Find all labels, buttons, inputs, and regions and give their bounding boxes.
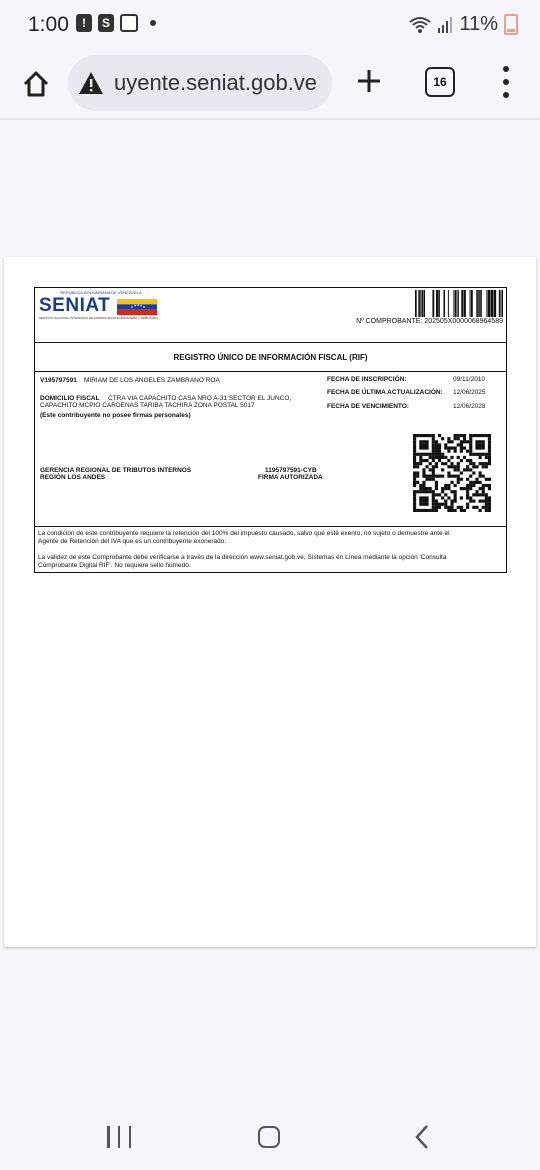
home-icon [22,70,50,98]
divider [35,371,506,372]
logo-wordmark: SENIAT [39,295,111,316]
more-vert-icon [503,66,509,72]
comprobante-label: Nº COMPROBANTE: [356,318,423,325]
gerencia-line-2: REGIÓN LOS ANDES [40,474,106,481]
dot-icon [150,20,156,26]
comprobante-value: 202505X0000068964589 [424,318,503,325]
logo-top-text: REPÚBLICA BOLIVARIANA DE VENEZUELA [60,290,142,295]
fecha-inscripcion-value: 09/11/2010 [453,376,486,383]
taxpayer-name: MIRIAM DE LOS ANGELES ZAMBRANO ROA [84,377,220,384]
firma-code: 1195797591-CYB [265,467,317,474]
signal-icon [437,16,453,34]
recent-apps-button[interactable] [107,1126,131,1148]
validity-note-line-1: La validez de este Comprobante debe verificarse a través de la dirección www.seniat.gob.ve, Sistemas en Línea mediante la opción 'Consulta [38,554,447,561]
status-time: 1:00 [28,13,69,36]
fecha-actualizacion-value: 12/06/2025 [453,389,486,396]
notification-icons [76,14,156,32]
toolbar-divider [0,118,540,120]
home-button[interactable] [16,64,56,104]
firma-label: FIRMA AUTORIZADA [258,474,323,481]
tab-switcher-button[interactable]: 16 [425,67,455,97]
back-button[interactable] [412,1124,432,1150]
wifi-icon [409,16,431,34]
barcode-image [415,290,503,317]
fecha-vencimiento-value: 12/06/2028 [453,403,486,410]
retention-note-line-1: La condición de este contribuyente requiere la retención del 100% del impuesto causado, salvo que esté exento, no sujeto o demuestre ante el [38,530,450,537]
fecha-vencimiento-label: FECHA DE VENCIMIENTO: [327,403,409,410]
domicilio-line-1: CTRA VIA CAPACHITO CASA NRO A-31 SECTOR EL JUNCO, [108,395,292,402]
address-bar[interactable] [68,55,332,111]
more-options-button[interactable] [494,66,518,98]
divider [35,526,506,527]
firmas-note: (Este contribuyente no posee firmas personales) [40,412,191,419]
seniat-logo [39,290,163,324]
browser-toolbar [0,52,540,118]
fecha-actualizacion-label: FECHA DE ÚLTIMA ACTUALIZACIÓN: [327,389,443,396]
status-bar [0,0,540,52]
retention-note-line-2: Agente de Retención del IVA que es un contribuyente exonerado. [38,537,227,545]
url-text: uyente.seniat.gob.ve [114,70,318,95]
recent-apps-icon [107,1126,110,1148]
divider [35,342,506,343]
battery-percent: 11% [459,13,498,35]
shopping-bag-icon: S [98,14,114,32]
rif-number: V195797591 [40,377,77,384]
comprobante-number [356,318,503,325]
retention-note [38,530,504,545]
validity-note-line-2: Comprobante Digital RIF'. No requiere sello húmedo. [38,561,191,569]
domicilio-line-2: CAPACHITO MCPIO CARDENAS TARIBA TACHIRA ZONA POSTAL 5017 [40,402,255,409]
image-icon [120,14,138,32]
system-nav-bar [0,1098,540,1170]
document-title: REGISTRO ÚNICO DE INFORMACIÓN FISCAL (RIF) [173,353,368,362]
home-nav-button[interactable] [258,1126,280,1148]
plus-icon [356,68,382,94]
qr-code-image [413,434,491,512]
domicilio-label: DOMICILIO FISCAL [40,395,100,402]
validity-note [38,554,504,569]
rif-certificate [34,287,507,573]
not-secure-warning-icon[interactable] [78,70,104,96]
new-tab-button[interactable] [352,64,386,98]
fecha-inscripcion-label: FECHA DE INSCRIPCIÓN: [327,376,407,383]
logo-subtitle: SERVICIO NACIONAL INTEGRADO DE ADMINISTRACIÓN ADUANERA Y TRIBUTARIA [39,316,158,320]
alert-icon: ! [76,14,92,32]
system-icons [409,13,518,36]
gerencia-line-1: GERENCIA REGIONAL DE TRIBUTOS INTERNOS [40,467,192,474]
venezuela-flag-icon [117,299,157,315]
battery-icon [504,14,518,35]
